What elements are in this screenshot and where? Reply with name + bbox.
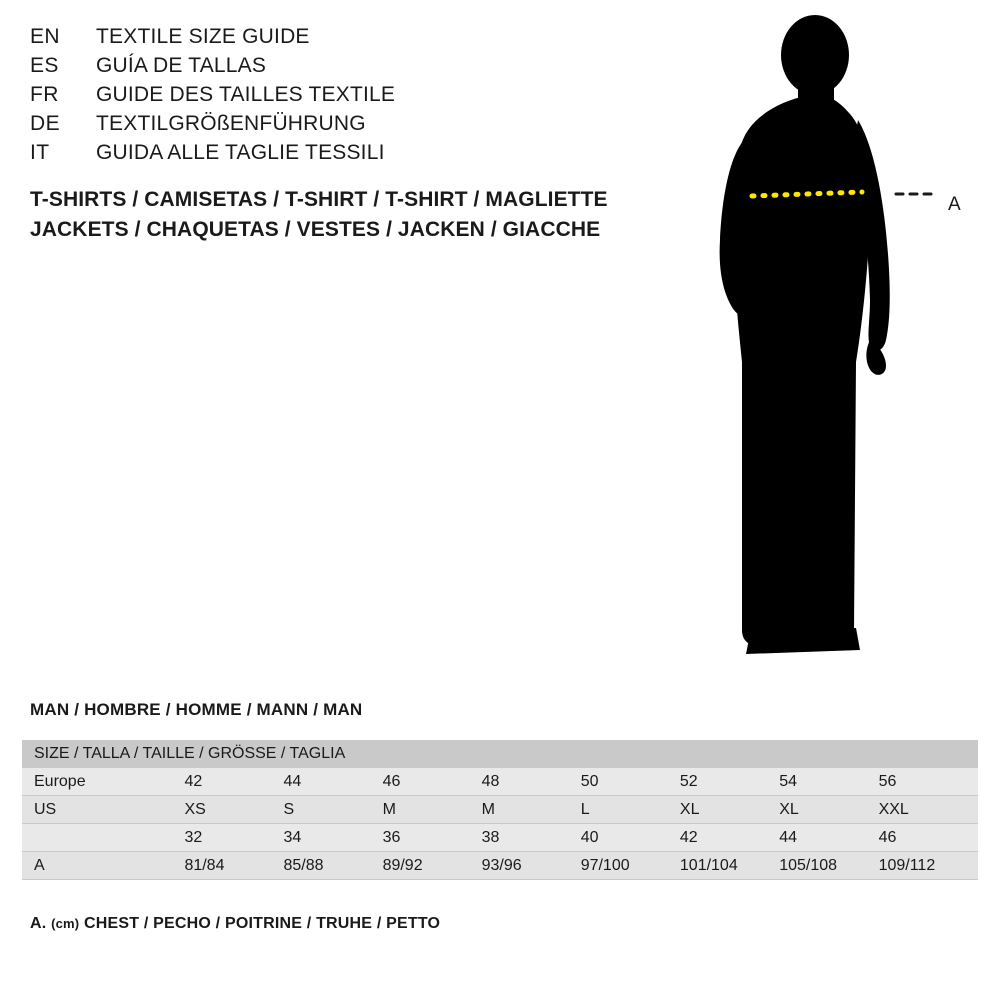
cell: 46 — [383, 768, 482, 796]
table-row — [22, 852, 978, 880]
measure-marker-label: A — [948, 194, 961, 215]
language-row — [30, 25, 670, 54]
category-line-jackets: JACKETS / CHAQUETAS / VESTES / JACKEN / GIACCHE — [30, 218, 601, 241]
cell: 81/84 — [184, 852, 283, 880]
language-row — [30, 112, 670, 141]
row-label: A — [22, 852, 184, 880]
silhouette-icon — [690, 10, 990, 670]
cell: 52 — [680, 768, 779, 796]
language-code: ES — [30, 54, 59, 77]
language-code: EN — [30, 25, 60, 48]
cell: 93/96 — [482, 852, 581, 880]
cell: 48 — [482, 768, 581, 796]
measurement-footnote — [30, 915, 440, 933]
cell: 42 — [680, 824, 779, 852]
footnote-prefix: A. — [30, 915, 47, 932]
language-code: DE — [30, 112, 60, 135]
language-text: GUÍA DE TALLAS — [96, 54, 267, 77]
table-row — [22, 796, 978, 824]
cell: 36 — [383, 824, 482, 852]
cell: 44 — [779, 824, 878, 852]
cell: L — [581, 796, 680, 824]
cell: XL — [779, 796, 878, 824]
cell: 85/88 — [284, 852, 383, 880]
cell: S — [284, 796, 383, 824]
language-text: TEXTILGRÖßENFÜHRUNG — [96, 112, 366, 135]
language-text: TEXTILE SIZE GUIDE — [96, 25, 310, 48]
cell: 50 — [581, 768, 680, 796]
language-row — [30, 141, 670, 170]
language-row — [30, 83, 670, 112]
cell: M — [482, 796, 581, 824]
table-header-row — [22, 740, 978, 768]
cell: 105/108 — [779, 852, 878, 880]
size-table — [22, 740, 978, 880]
cell: 89/92 — [383, 852, 482, 880]
table-group-title: MAN / HOMBRE / HOMME / MANN / MAN — [30, 700, 363, 719]
language-text: GUIDA ALLE TAGLIE TESSILI — [96, 141, 385, 164]
language-row — [30, 54, 670, 83]
language-text: GUIDE DES TAILLES TEXTILE — [96, 83, 396, 106]
cell: XXL — [879, 796, 978, 824]
table-header-label: SIZE / TALLA / TAILLE / GRÖSSE / TAGLIA — [22, 740, 978, 768]
cell: 109/112 — [879, 852, 978, 880]
footnote-unit: (cm) — [51, 916, 80, 931]
row-label: US — [22, 796, 184, 824]
row-label — [22, 824, 184, 852]
language-header-block — [30, 25, 670, 170]
cell: 44 — [284, 768, 383, 796]
table-row — [22, 768, 978, 796]
cell: M — [383, 796, 482, 824]
garment-category-block — [30, 185, 690, 245]
male-silhouette-figure — [690, 10, 990, 670]
table-row — [22, 824, 978, 852]
cell: 97/100 — [581, 852, 680, 880]
cell: 38 — [482, 824, 581, 852]
footnote-text: CHEST / PECHO / POITRINE / TRUHE / PETTO — [83, 915, 441, 932]
cell: 46 — [879, 824, 978, 852]
cell: 32 — [184, 824, 283, 852]
cell: 34 — [284, 824, 383, 852]
cell: XL — [680, 796, 779, 824]
cell: 56 — [879, 768, 978, 796]
cell: 101/104 — [680, 852, 779, 880]
language-code: FR — [30, 83, 59, 106]
cell: 54 — [779, 768, 878, 796]
category-line-tshirts: T-SHIRTS / CAMISETAS / T-SHIRT / T-SHIRT / MAGLIETTE — [30, 188, 608, 211]
cell: 40 — [581, 824, 680, 852]
cell: 42 — [184, 768, 283, 796]
cell: XS — [184, 796, 283, 824]
language-code: IT — [30, 141, 50, 164]
row-label: Europe — [22, 768, 184, 796]
